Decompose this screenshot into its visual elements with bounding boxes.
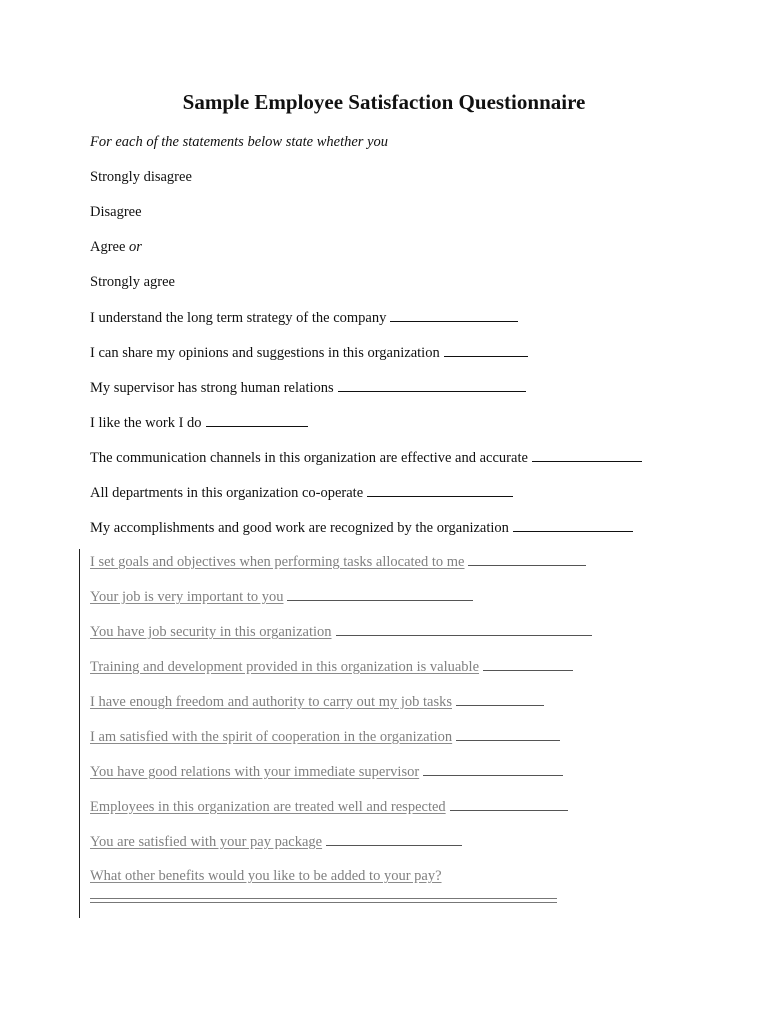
option-connector: or <box>129 239 142 255</box>
statement-item <box>90 447 642 468</box>
statement-item <box>90 517 633 538</box>
option-agree <box>90 237 142 257</box>
tracked-statement-item <box>90 551 586 572</box>
option-strongly-agree: Strongly agree <box>90 274 175 290</box>
tracked-statement-item <box>90 866 442 886</box>
answer-blank[interactable] <box>206 412 308 427</box>
statement-text: The communication channels in this organization are effective and accurate <box>90 450 528 466</box>
tracked-statement-item <box>90 761 563 782</box>
answer-blank[interactable] <box>444 342 528 357</box>
statement-text: All departments in this organization co-operate <box>90 485 364 501</box>
tracked-statement-item <box>90 586 473 607</box>
statement-item <box>90 377 526 398</box>
tracked-statement-item <box>90 831 462 852</box>
statement-text: What other benefits would you like to be added to your pay? <box>90 868 442 884</box>
tracked-statement-item <box>90 656 573 677</box>
statement-text: You have job security in this organization <box>90 624 332 640</box>
statement-text: I can share my opinions and suggestions in this organization <box>90 345 440 361</box>
tracked-statement-item <box>90 726 560 747</box>
answer-blank[interactable] <box>423 761 563 776</box>
statement-text: I am satisfied with the spirit of cooperation in the organization <box>90 729 453 745</box>
change-bar <box>79 549 80 918</box>
answer-blank[interactable] <box>338 377 526 392</box>
intro-text: For each of the statements below state whether you <box>90 134 389 150</box>
statement-text: Training and development provided in this organization is valuable <box>90 659 480 675</box>
statement-text: I understand the long term strategy of the company <box>90 310 387 326</box>
statement-text: I like the work I do <box>90 415 202 431</box>
answer-blank[interactable] <box>468 551 586 566</box>
answer-blank[interactable] <box>336 621 592 636</box>
answer-blank[interactable] <box>367 482 513 497</box>
answer-blank[interactable] <box>456 691 544 706</box>
statement-item <box>90 342 528 363</box>
answer-blank[interactable] <box>326 831 462 846</box>
tracked-statement-item <box>90 691 544 712</box>
statement-text: My supervisor has strong human relations <box>90 380 334 396</box>
statement-item <box>90 482 513 503</box>
statement-text: You have good relations with your immediate supervisor <box>90 764 420 780</box>
document-title: Sample Employee Satisfaction Questionnaire <box>182 90 586 114</box>
statement-text: My accomplishments and good work are recognized by the organization <box>90 520 509 536</box>
answer-blank[interactable] <box>390 307 518 322</box>
statement-text: You are satisfied with your pay package <box>90 834 323 850</box>
statement-item <box>90 412 308 433</box>
answer-blank[interactable] <box>513 517 633 532</box>
option-disagree: Disagree <box>90 204 142 220</box>
statement-text: Employees in this organization are treated well and respected <box>90 799 446 815</box>
answer-blank[interactable] <box>456 726 560 741</box>
option-strongly-disagree: Strongly disagree <box>90 169 192 185</box>
answer-blank[interactable] <box>532 447 642 462</box>
statement-item <box>90 307 518 328</box>
answer-blank[interactable] <box>450 796 568 811</box>
tracked-statement-item <box>90 621 592 642</box>
answer-line[interactable] <box>90 898 557 903</box>
statement-text: I have enough freedom and authority to carry out my job tasks <box>90 694 452 710</box>
tracked-statement-item <box>90 796 568 817</box>
answer-blank[interactable] <box>483 656 573 671</box>
option-agree-label: Agree <box>90 239 126 255</box>
answer-blank[interactable] <box>287 586 473 601</box>
statement-text: I set goals and objectives when performing tasks allocated to me <box>90 554 465 570</box>
statement-text: Your job is very important to you <box>90 589 284 605</box>
